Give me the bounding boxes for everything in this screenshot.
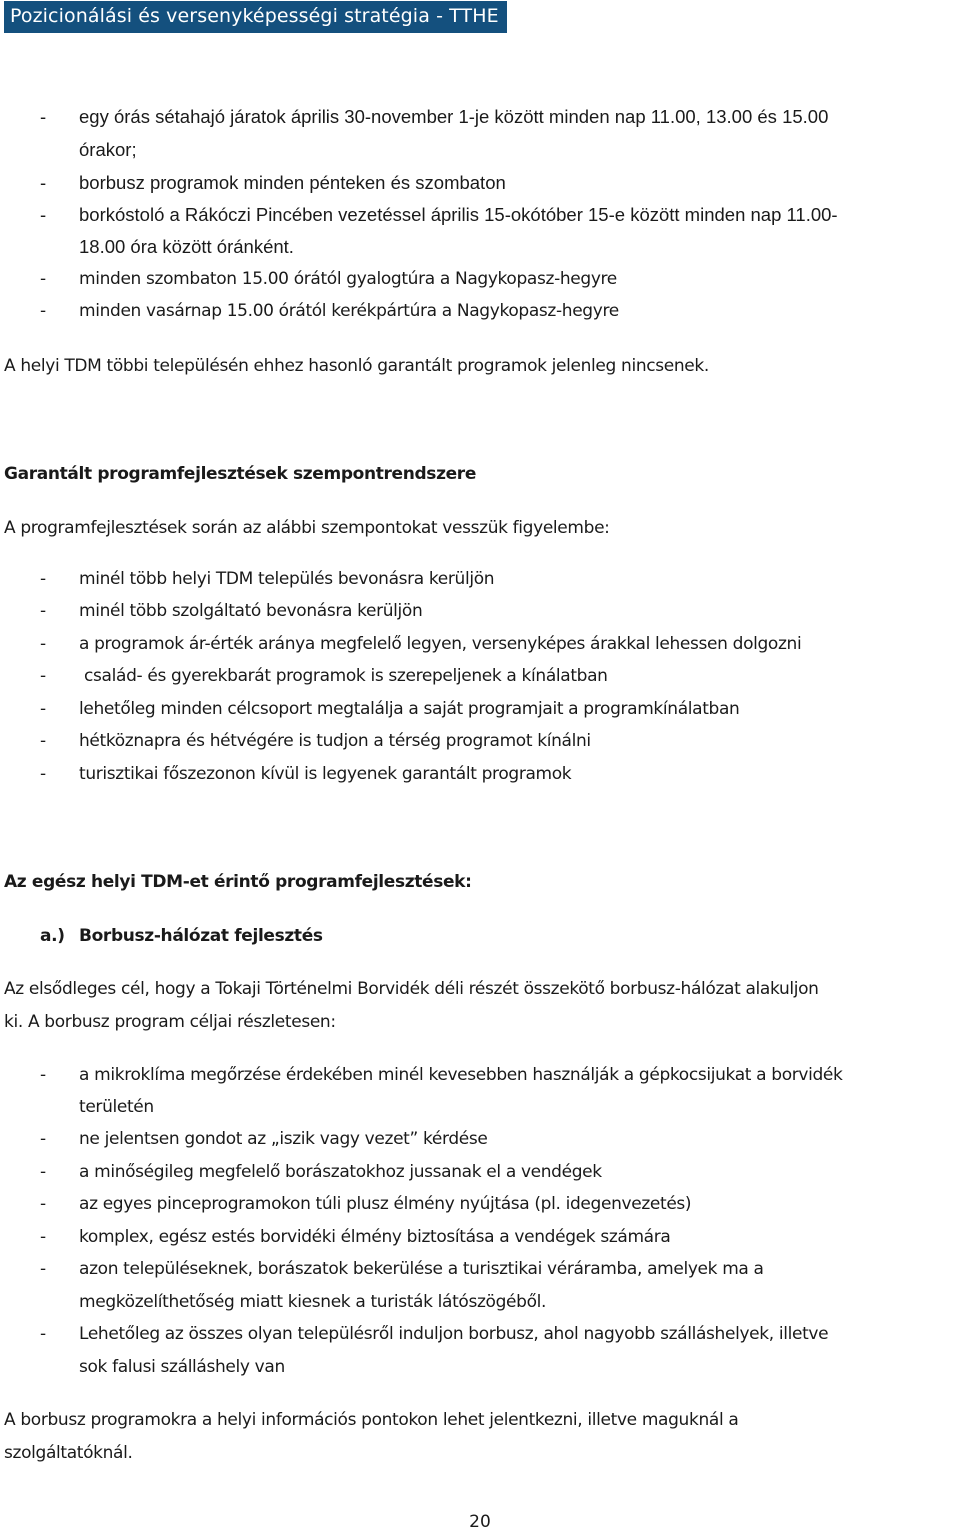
section-heading: Az egész helyi TDM-et érintő programfejlesztések: <box>4 872 472 892</box>
list-item: borbusz programok minden pénteken és szombaton <box>79 172 506 193</box>
list-item: a mikroklíma megőrzése érdekében minél kevesebben használják a gépkocsijukat a borvidék <box>79 1065 843 1085</box>
list-dash: - <box>40 634 46 654</box>
list-dash: - <box>40 1065 46 1085</box>
list-item: minél több szolgáltató bevonásra kerüljön <box>79 601 423 621</box>
list-dash: - <box>40 204 47 225</box>
list-item: minden szombaton 15.00 órától gyalogtúra a Nagykopasz-hegyre <box>79 269 617 289</box>
list-item: komplex, egész estés borvidéki élmény biztosítása a vendégek számára <box>79 1227 671 1247</box>
page-number: 20 <box>469 1512 491 1532</box>
list-item: az egyes pinceprogramokon túli plusz élmény nyújtása (pl. idegenvezetés) <box>79 1194 692 1214</box>
subsection-label: a.) <box>40 926 65 946</box>
list-item: a minőségileg megfelelő borászatokhoz jussanak el a vendégek <box>79 1162 602 1182</box>
list-item: ne jelentsen gondot az „iszik vagy vezet” kérdése <box>79 1129 488 1149</box>
list-dash: - <box>40 569 46 589</box>
list-item: egy órás sétahajó járatok április 30-november 1-je között minden nap 11.00, 13.00 és 15.00 <box>79 106 829 127</box>
section-heading: Garantált programfejlesztések szempontrendszere <box>4 464 477 484</box>
list-item: borkóstoló a Rákóczi Pincében vezetéssel április 15-okótóber 15-e között minden nap 11.00- <box>79 204 838 225</box>
list-dash: - <box>40 601 46 621</box>
paragraph: A helyi TDM többi településén ehhez hasonló garantált programok jelenleg nincsenek. <box>4 356 709 376</box>
list-dash: - <box>40 106 47 127</box>
list-item: hétköznapra és hétvégére is tudjon a térség programot kínálni <box>79 731 591 751</box>
list-item-continuation: sok falusi szálláshely van <box>79 1357 285 1377</box>
list-dash: - <box>40 731 46 751</box>
paragraph-continuation: szolgáltatóknál. <box>4 1443 133 1463</box>
list-dash: - <box>40 301 46 321</box>
list-dash: - <box>40 764 46 784</box>
list-item: minden vasárnap 15.00 órától kerékpártúra a Nagykopasz-hegyre <box>79 301 619 321</box>
list-item: azon településeknek, borászatok bekerülése a turisztikai véráramba, amelyek ma a <box>79 1259 764 1279</box>
paragraph: Az elsődleges cél, hogy a Tokaji Történelmi Borvidék déli részét összekötő borbusz-hálózat alakuljon <box>4 979 819 999</box>
list-item-continuation: megközelíthetőség miatt kiesnek a turisták látószögéből. <box>79 1292 547 1312</box>
paragraph-continuation: ki. A borbusz program céljai részletesen: <box>4 1012 336 1032</box>
list-item-continuation: területén <box>79 1097 154 1117</box>
list-item: lehetőleg minden célcsoport megtalálja a saját programjait a programkínálatban <box>79 699 740 719</box>
list-dash: - <box>40 1162 46 1182</box>
list-item-continuation: órakor; <box>79 139 137 160</box>
list-item: család- és gyerekbarát programok is szerepeljenek a kínálatban <box>79 666 608 686</box>
paragraph: A borbusz programokra a helyi információs pontokon lehet jelentkezni, illetve maguknál a <box>4 1410 739 1430</box>
list-dash: - <box>40 1227 46 1247</box>
list-item: minél több helyi TDM település bevonásra kerüljön <box>79 569 495 589</box>
document-header: Pozicionálási és versenyképességi stratégia - TTHE <box>4 1 507 33</box>
list-item: turisztikai főszezonon kívül is legyenek garantált programok <box>79 764 572 784</box>
list-dash: - <box>40 269 46 289</box>
list-dash: - <box>40 1259 46 1279</box>
list-item-continuation: 18.00 óra között óránként. <box>79 236 294 257</box>
list-dash: - <box>40 1129 46 1149</box>
subsection-title: Borbusz-hálózat fejlesztés <box>79 926 323 946</box>
list-dash: - <box>40 1324 46 1344</box>
paragraph: A programfejlesztések során az alábbi szempontokat vesszük figyelembe: <box>4 518 610 538</box>
list-dash: - <box>40 699 46 719</box>
list-dash: - <box>40 666 46 686</box>
list-dash: - <box>40 172 47 193</box>
list-item: Lehetőleg az összes olyan településről induljon borbusz, ahol nagyobb szálláshelyek, illetve <box>79 1324 829 1344</box>
list-item: a programok ár-érték aránya megfelelő legyen, versenyképes árakkal lehessen dolgozni <box>79 634 802 654</box>
list-dash: - <box>40 1194 46 1214</box>
